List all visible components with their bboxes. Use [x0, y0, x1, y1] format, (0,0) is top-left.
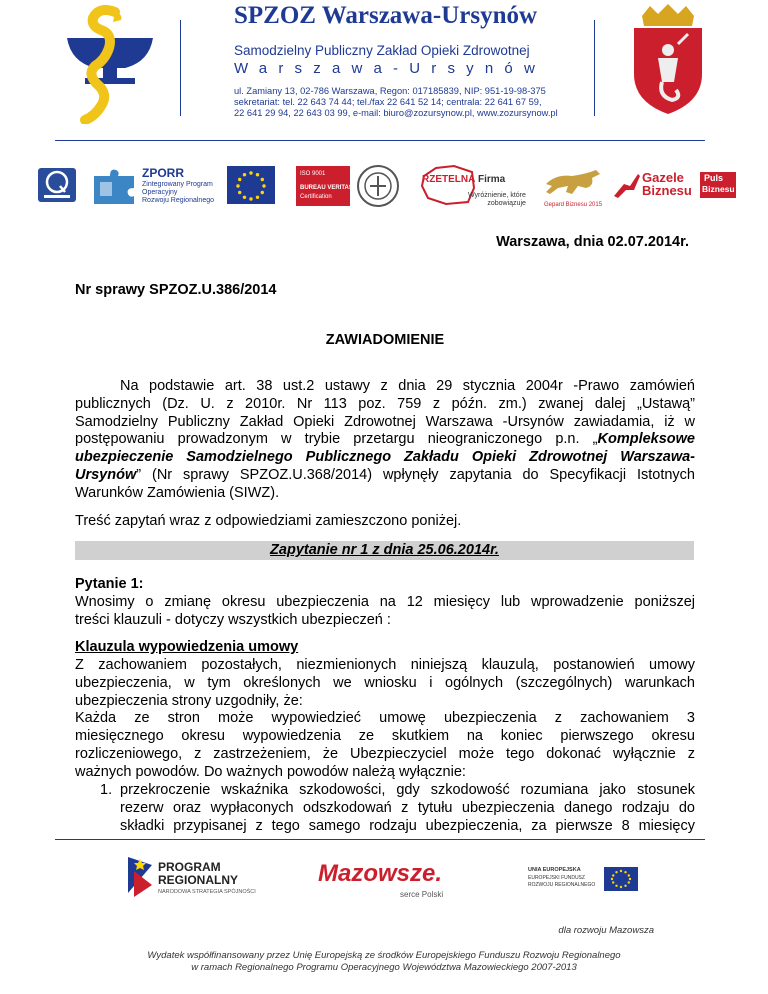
program-label: PROGRAM: [158, 860, 221, 874]
paragraph-answers-note: Treść zapytań wraz z odpowiedziami zamieszczono poniżej.: [75, 513, 462, 529]
firma-label: Firma: [478, 174, 506, 185]
bureau-label: BUREAU VERITAS: [300, 185, 353, 191]
list-number: 1.: [100, 782, 113, 798]
logo-gazele-biznesu: [612, 170, 737, 202]
puls-label: Puls: [704, 173, 724, 183]
logo-quality-cert: [38, 168, 76, 207]
biznesu-label: Biznesu: [642, 183, 692, 198]
logo-gepard-biznesu: [540, 166, 610, 216]
header-divider-right: [594, 20, 595, 116]
cheetah-icon: [542, 166, 604, 198]
header-divider-left: [180, 20, 181, 116]
header-logo: [55, 4, 165, 124]
eu-flag-icon: [227, 166, 275, 204]
warsaw-coat-of-arms: [628, 4, 708, 116]
iso-label: ISO 9001: [300, 171, 326, 177]
header-rule: [55, 140, 705, 141]
coat-of-arms-icon: [628, 4, 708, 116]
logo-zporr: [92, 166, 214, 206]
bowl-of-hygieia-icon: [55, 4, 165, 124]
question-1-text: Wnosimy o zmianę okresu ubezpieczenia na 12 miesięcy lub wprowadzenie poniższej treści klauzuli - dotyczy wszystkich ubezpieczeń :: [75, 594, 695, 628]
funding-note: Wydatek współfinansowany przez Unię Europejską ze środków Europejskiego Funduszu Rozwoju Regionalnego w ramach Regionalnego Programu Operacyjnego Województwa Mazowieckiego 2007-2013: [147, 950, 621, 973]
question-bar-title: Zapytanie nr 1 z dnia 25.06.2014r.: [270, 542, 499, 558]
gepard-label: Gepard Biznesu 2015: [544, 202, 603, 208]
gazele-label: Gazele: [642, 170, 684, 185]
puzzle-icon: [92, 166, 136, 206]
header-title: SPZOZ Warszawa-Ursynów: [234, 2, 538, 29]
header-address: ul. Zamiany 13, 02-786 Warszawa, Regon: 017185839, NIP: 951-19-98-375 sekretariat: tel. 22 643 74 44; tel./fax 22 641 52 14; centrala: 22 641 67 59, 22 641 29 94, 22 643 03 99, e-mail: biuro@zozursynow.pl, www.zozursynow.pl: [234, 86, 558, 118]
clause-text: Z zachowaniem pozostałych, niezmienionych niniejszą klauzulą, postanowień umowy ubezpieczenia, w tym określonych we wniosku i ogólnych (szczególnych) warunkach ubezpieczenia strony uzgodniły, że: Każda ze stron może wypowiedzieć umowę ubezpieczenia z zachowaniem 3 miesięcznego okresu wypowiedzenia ze skutkiem na koniec pierwszego okresu rozliczeniowego, z zastrzeżeniem, że Ubezpieczyciel może tego dokonać wyłącznie z ważnych powodów. Do ważnych powodów należą wyłącznie:: [75, 657, 695, 780]
rzetelna-subtitle: Wyróżnienie, które zobowiązuje: [468, 192, 526, 207]
header-subtitle: Samodzielny Publiczny Zakład Opieki Zdrowotnej: [234, 43, 530, 58]
question-1-title: Pytanie 1:: [75, 576, 144, 592]
paragraph-intro: Na podstawie art. 38 ust.2 ustawy z dnia 29 stycznia 2004r -Prawo zamówień publicznych (Dz. U. z 2010r. Nr 113 poz. 759 z późn. zm.) zwanej dalej „Ustawą” Samodzielny Publiczny Zakład Opieki Zdrowotnej Warszawa -Ursynów zawiadamia, iż w postępowaniu prowadzonym w trybie przetargu nieograniczonego p.n. „Kompleksowe ubezpieczenie Samodzielnego Publicznego Zakładu Opieki Zdrowotnej Warszawa- Ursynów” (Nr sprawy SPZOZ.U.368/2014) wpłynęły zapytania do Specyfikacji Istotnych Warunków Zamówienia (SIWZ).: [75, 378, 695, 501]
eu-flag-small-icon: [604, 867, 638, 891]
logo-mazowsze: [318, 860, 458, 904]
ue-fund-label: EUROPEJSKI FUNDUSZ ROZWOJU REGIONALNEGO: [528, 875, 596, 888]
mazowsze-label: Mazowsze.: [318, 860, 443, 887]
rzetelna-label: RZETELNA: [422, 174, 476, 185]
flag-star-icon: [124, 853, 156, 899]
regionalny-label: REGIONALNY: [158, 873, 239, 887]
logo-rzetelna-firma: [418, 162, 528, 212]
strategia-label: NARODOWA STRATEGIA SPÓJNOŚCI: [158, 889, 256, 895]
document-heading: ZAWIADOMIENIE: [325, 332, 445, 348]
logo-bureau-veritas: [296, 164, 406, 214]
logo-program-regionalny: [124, 853, 274, 905]
certification-seal-icon: [356, 164, 400, 208]
header-city: Warszawa-Ursynów: [234, 60, 546, 77]
zporr-title: ZPORR: [142, 166, 184, 180]
date-line: Warszawa, dnia 02.07.2014r.: [496, 234, 689, 250]
list-item: 1. przekroczenie wskaźnika szkodowości, gdy szkodowość rozumiana jako stosunek rezerw oraz wypłaconych odszkodowań z tytułu ubezpieczenia danego rodzaju do składki przypisanej z tego samego rodzaju ubezpieczenia, za pierwsze 8 miesięcy: [100, 782, 695, 834]
clause-title: Klauzula wypowiedzenia umowy: [75, 639, 299, 655]
ue-label: UNIA EUROPEJSKA: [528, 867, 581, 873]
dla-rozwoju-note: dla rozwoju Mazowsza: [558, 925, 654, 936]
cert-label: Certification: [300, 194, 332, 200]
footer-rule: [55, 839, 705, 840]
logo-eu-flag: [227, 166, 275, 209]
serce-label: serce Polski: [400, 890, 444, 899]
zporr-subtitle: Zintegrowany Program Operacyjny Rozwoju Regionalnego: [142, 181, 214, 204]
gazelle-icon: [612, 170, 642, 200]
case-number: Nr sprawy SPZOZ.U.386/2014: [75, 282, 277, 298]
logo-unia-europejska: [528, 865, 648, 901]
quality-certificate-icon: [38, 168, 76, 202]
puls-biznesu-label: Biznesu: [702, 184, 735, 194]
